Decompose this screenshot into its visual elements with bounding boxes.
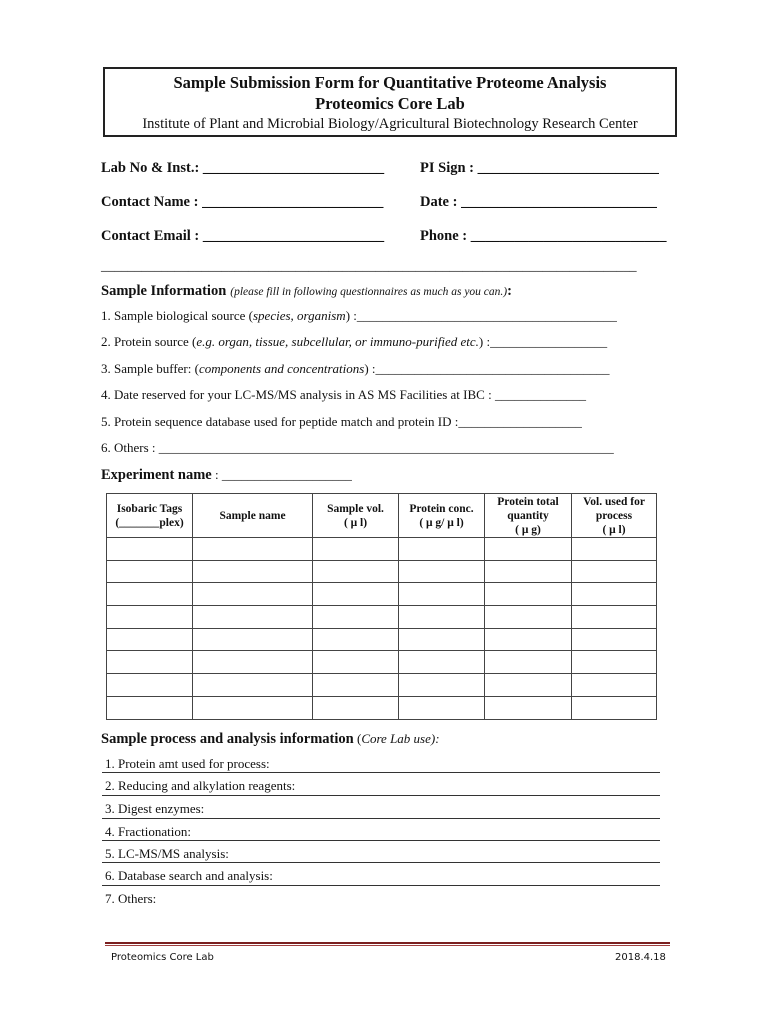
table-cell[interactable]: [107, 628, 193, 651]
column-header-line: (_______plex): [115, 516, 184, 529]
table-cell[interactable]: [399, 651, 485, 674]
lab-no-field[interactable]: Lab No & Inst.: _________________________: [101, 160, 385, 176]
table-cell[interactable]: [572, 583, 657, 606]
table-row: [107, 628, 657, 651]
question-5[interactable]: 5. Protein sequence database used for peptide match and protein ID :___________________: [101, 414, 582, 429]
table-cell[interactable]: [313, 628, 399, 651]
question-1-blank: ) :________________________________________: [345, 308, 617, 323]
section-divider: ________________________________________________________________________________: [101, 258, 637, 273]
table-cell[interactable]: [107, 606, 193, 629]
table-cell[interactable]: [193, 696, 313, 719]
table-row: [107, 696, 657, 719]
question-1-hint: species, organism: [253, 308, 346, 323]
form-header-box: [103, 67, 677, 137]
table-cell[interactable]: [485, 606, 572, 629]
table-cell[interactable]: [107, 674, 193, 697]
table-cell[interactable]: [193, 583, 313, 606]
question-3-prefix: 3. Sample buffer: (: [101, 361, 199, 376]
table-cell[interactable]: [313, 583, 399, 606]
column-header-line: ( μ l): [343, 516, 368, 529]
process-item[interactable]: 1. Protein amt used for process:: [105, 756, 270, 771]
column-header-line: ( μ l): [602, 523, 626, 536]
table-cell[interactable]: [399, 674, 485, 697]
table-cell[interactable]: [107, 583, 193, 606]
table-cell[interactable]: [572, 674, 657, 697]
contact-email-field[interactable]: Contact Email : _________________________: [101, 228, 385, 244]
process-item[interactable]: 6. Database search and analysis:: [105, 868, 273, 883]
table-cell[interactable]: [193, 560, 313, 583]
table-cell[interactable]: [399, 560, 485, 583]
table-cell[interactable]: [193, 628, 313, 651]
question-3-blank: ) :____________________________________: [364, 361, 610, 376]
process-item-line: [102, 795, 660, 796]
experiment-name-blank: : ____________________: [211, 467, 352, 482]
question-1-prefix: 1. Sample biological source (: [101, 308, 253, 323]
table-cell[interactable]: [572, 651, 657, 674]
sample-info-note: (please fill in following questionnaires as much as you can.): [230, 286, 508, 298]
table-row: [107, 674, 657, 697]
process-item[interactable]: 7. Others:: [105, 891, 157, 906]
column-header-protein-conc: [399, 494, 485, 538]
table-cell[interactable]: [313, 606, 399, 629]
process-item-line: [102, 885, 660, 886]
table-cell[interactable]: [193, 674, 313, 697]
table-cell[interactable]: [107, 538, 193, 561]
table-cell[interactable]: [399, 606, 485, 629]
experiment-name-field[interactable]: [101, 466, 352, 484]
process-item-line: [102, 818, 660, 819]
table-row: [107, 651, 657, 674]
phone-field[interactable]: Phone : ___________________________: [420, 228, 667, 244]
process-note-open: (: [353, 731, 362, 746]
column-header-line: Sample name: [219, 509, 286, 522]
column-header-line: Vol. used for: [583, 495, 645, 508]
table-cell[interactable]: [399, 538, 485, 561]
table-cell[interactable]: [572, 538, 657, 561]
date-field[interactable]: Date : ___________________________: [420, 194, 657, 210]
sample-info-colon: :: [507, 283, 512, 299]
column-header-line: ( μ g): [515, 523, 541, 536]
question-2-hint: e.g. organ, tissue, subcellular, or immuno-purified etc.: [196, 334, 479, 349]
process-item[interactable]: 3. Digest enzymes:: [105, 801, 205, 816]
table-row: [107, 606, 657, 629]
process-heading: [101, 730, 440, 748]
experiment-name-label: Experiment name: [101, 467, 212, 483]
table-cell[interactable]: [485, 538, 572, 561]
pi-sign-field[interactable]: PI Sign : _________________________: [420, 160, 659, 176]
table-row: [107, 538, 657, 561]
column-header-protein-total: [485, 494, 572, 538]
table-cell[interactable]: [399, 628, 485, 651]
table-cell[interactable]: [193, 651, 313, 674]
question-2-blank: ) :__________________: [478, 334, 608, 349]
table-cell[interactable]: [313, 674, 399, 697]
table-cell[interactable]: [485, 696, 572, 719]
column-header-line: Sample vol.: [327, 502, 384, 515]
table-row: [107, 583, 657, 606]
column-header-line: Isobaric Tags: [116, 502, 183, 515]
column-header-vol-used: [572, 494, 657, 538]
sample-info-heading: [101, 282, 512, 300]
table-cell[interactable]: [313, 696, 399, 719]
question-4[interactable]: 4. Date reserved for your LC-MS/MS analysis in AS MS Facilities at IBC : ______________: [101, 387, 586, 402]
process-title: Sample process and analysis information: [101, 731, 354, 747]
column-header-isobaric-tags: [107, 494, 193, 538]
table-cell[interactable]: [193, 606, 313, 629]
question-2[interactable]: [101, 334, 607, 350]
table-cell[interactable]: [572, 696, 657, 719]
question-2-prefix: 2. Protein source (: [101, 334, 197, 349]
sample-info-title: Sample Information: [101, 283, 227, 299]
process-item-line: [102, 772, 660, 773]
contact-name-field[interactable]: Contact Name : _________________________: [101, 194, 384, 210]
table-cell[interactable]: [107, 696, 193, 719]
institute-name: Institute of Plant and Microbial Biology/Agricultural Biotechnology Research Center: [142, 116, 638, 132]
column-header-line: Protein conc.: [409, 502, 474, 515]
form-subtitle: Proteomics Core Lab: [315, 94, 465, 113]
table-cell[interactable]: [572, 628, 657, 651]
footer-rule: [105, 942, 670, 944]
table-cell[interactable]: [485, 583, 572, 606]
column-header-line: Protein total: [497, 495, 559, 508]
process-item-line: [102, 862, 660, 863]
process-item[interactable]: 5. LC-MS/MS analysis:: [105, 846, 229, 861]
table-cell[interactable]: [485, 560, 572, 583]
footer-rule-thin: [105, 945, 670, 946]
table-cell[interactable]: [485, 651, 572, 674]
process-item[interactable]: 4. Fractionation:: [105, 824, 191, 839]
question-6[interactable]: 6. Others : ______________________________________________________________________: [101, 440, 614, 455]
column-header-line: process: [595, 509, 633, 522]
table-header-row: [107, 494, 657, 538]
column-header-sample-name: [193, 494, 313, 538]
table-cell[interactable]: [107, 651, 193, 674]
table-cell[interactable]: [572, 560, 657, 583]
column-header-line: ( μ g/ μ l): [419, 516, 464, 529]
footer-lab-name: Proteomics Core Lab: [111, 952, 214, 963]
table-cell[interactable]: [313, 560, 399, 583]
question-3[interactable]: [101, 361, 610, 377]
column-header-sample-vol: [313, 494, 399, 538]
form-title: Sample Submission Form for Quantitative Proteome Analysis: [173, 73, 607, 92]
process-note-close: ):: [430, 731, 440, 746]
table-cell[interactable]: [572, 606, 657, 629]
table-cell[interactable]: [399, 583, 485, 606]
footer-date: 2018.4.18: [615, 952, 666, 963]
process-item[interactable]: 2. Reducing and alkylation reagents:: [105, 778, 296, 793]
process-item-line: [102, 840, 660, 841]
table-cell[interactable]: [107, 560, 193, 583]
table-row: [107, 560, 657, 583]
table-cell[interactable]: [193, 538, 313, 561]
column-header-line: quantity: [507, 509, 549, 522]
question-3-hint: components and concentrations: [198, 361, 365, 376]
sample-table: [106, 493, 657, 720]
question-1[interactable]: [101, 308, 617, 324]
process-note: Core Lab use: [361, 731, 431, 746]
table-cell[interactable]: [485, 628, 572, 651]
table-cell[interactable]: [485, 674, 572, 697]
table-cell[interactable]: [399, 696, 485, 719]
table-cell[interactable]: [313, 651, 399, 674]
table-cell[interactable]: [313, 538, 399, 561]
